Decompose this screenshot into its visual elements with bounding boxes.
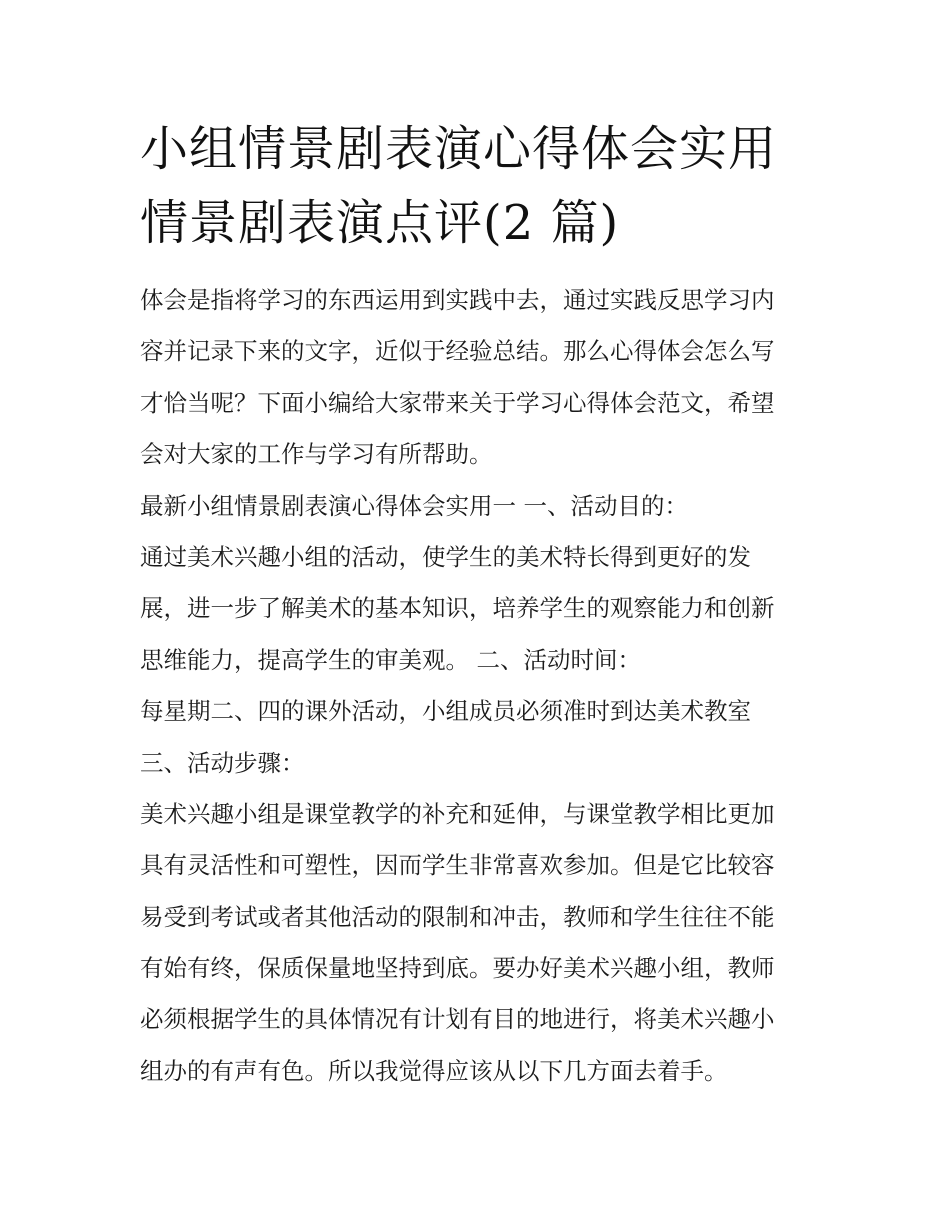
body-line: 容并记录下来的文字，近似于经验总结。那么心得体会怎么写 bbox=[140, 337, 775, 366]
body-line: 组办的有声有色。所以我觉得应该从以下几方面去着手。 bbox=[140, 1056, 728, 1085]
body-line: 每星期二、四的课外活动，小组成员必须准时到达美术教室 bbox=[140, 697, 751, 726]
body-line: 展，进一步了解美术的基本知识，培养学生的观察能力和创新 bbox=[140, 594, 775, 623]
body-line: 必须根据学生的具体情况有计划有目的地进行，将美术兴趣小 bbox=[140, 1005, 775, 1034]
document-title bbox=[140, 112, 830, 260]
section-heading-line: 三、活动步骤： bbox=[140, 748, 305, 777]
title-line: 小组情景剧表演心得体会实用 bbox=[140, 121, 778, 177]
body-line: 通过美术兴趣小组的活动，使学生的美术特长得到更好的发 bbox=[140, 542, 751, 571]
body-line: 有始有终，保质保量地坚持到底。要办好美术兴趣小组，教师 bbox=[140, 954, 775, 983]
body-line: 体会是指将学习的东西运用到实践中去，通过实践反思学习内 bbox=[140, 286, 775, 314]
document-body bbox=[140, 275, 840, 1097]
body-line: 美术兴趣小组是课堂教学的补充和延伸，与课堂教学相比更加 bbox=[140, 799, 775, 828]
body-line: 才恰当呢？下面小编给大家带来关于学习心得体会范文，希望 bbox=[140, 388, 775, 417]
body-line: 思维能力，提高学生的审美观。 二、活动时间： bbox=[140, 645, 641, 674]
section-heading-line: 最新小组情景剧表演心得体会实用一 一、活动目的： bbox=[140, 491, 688, 520]
body-line: 易受到考试或者其他活动的限制和冲击，教师和学生往往不能 bbox=[140, 902, 775, 931]
body-line: 具有灵活性和可塑性，因而学生非常喜欢参加。但是它比较容 bbox=[140, 851, 775, 880]
title-line: 情景剧表演点评(2 篇) bbox=[140, 195, 620, 251]
body-line: 会对大家的工作与学习有所帮助。 bbox=[140, 440, 493, 469]
